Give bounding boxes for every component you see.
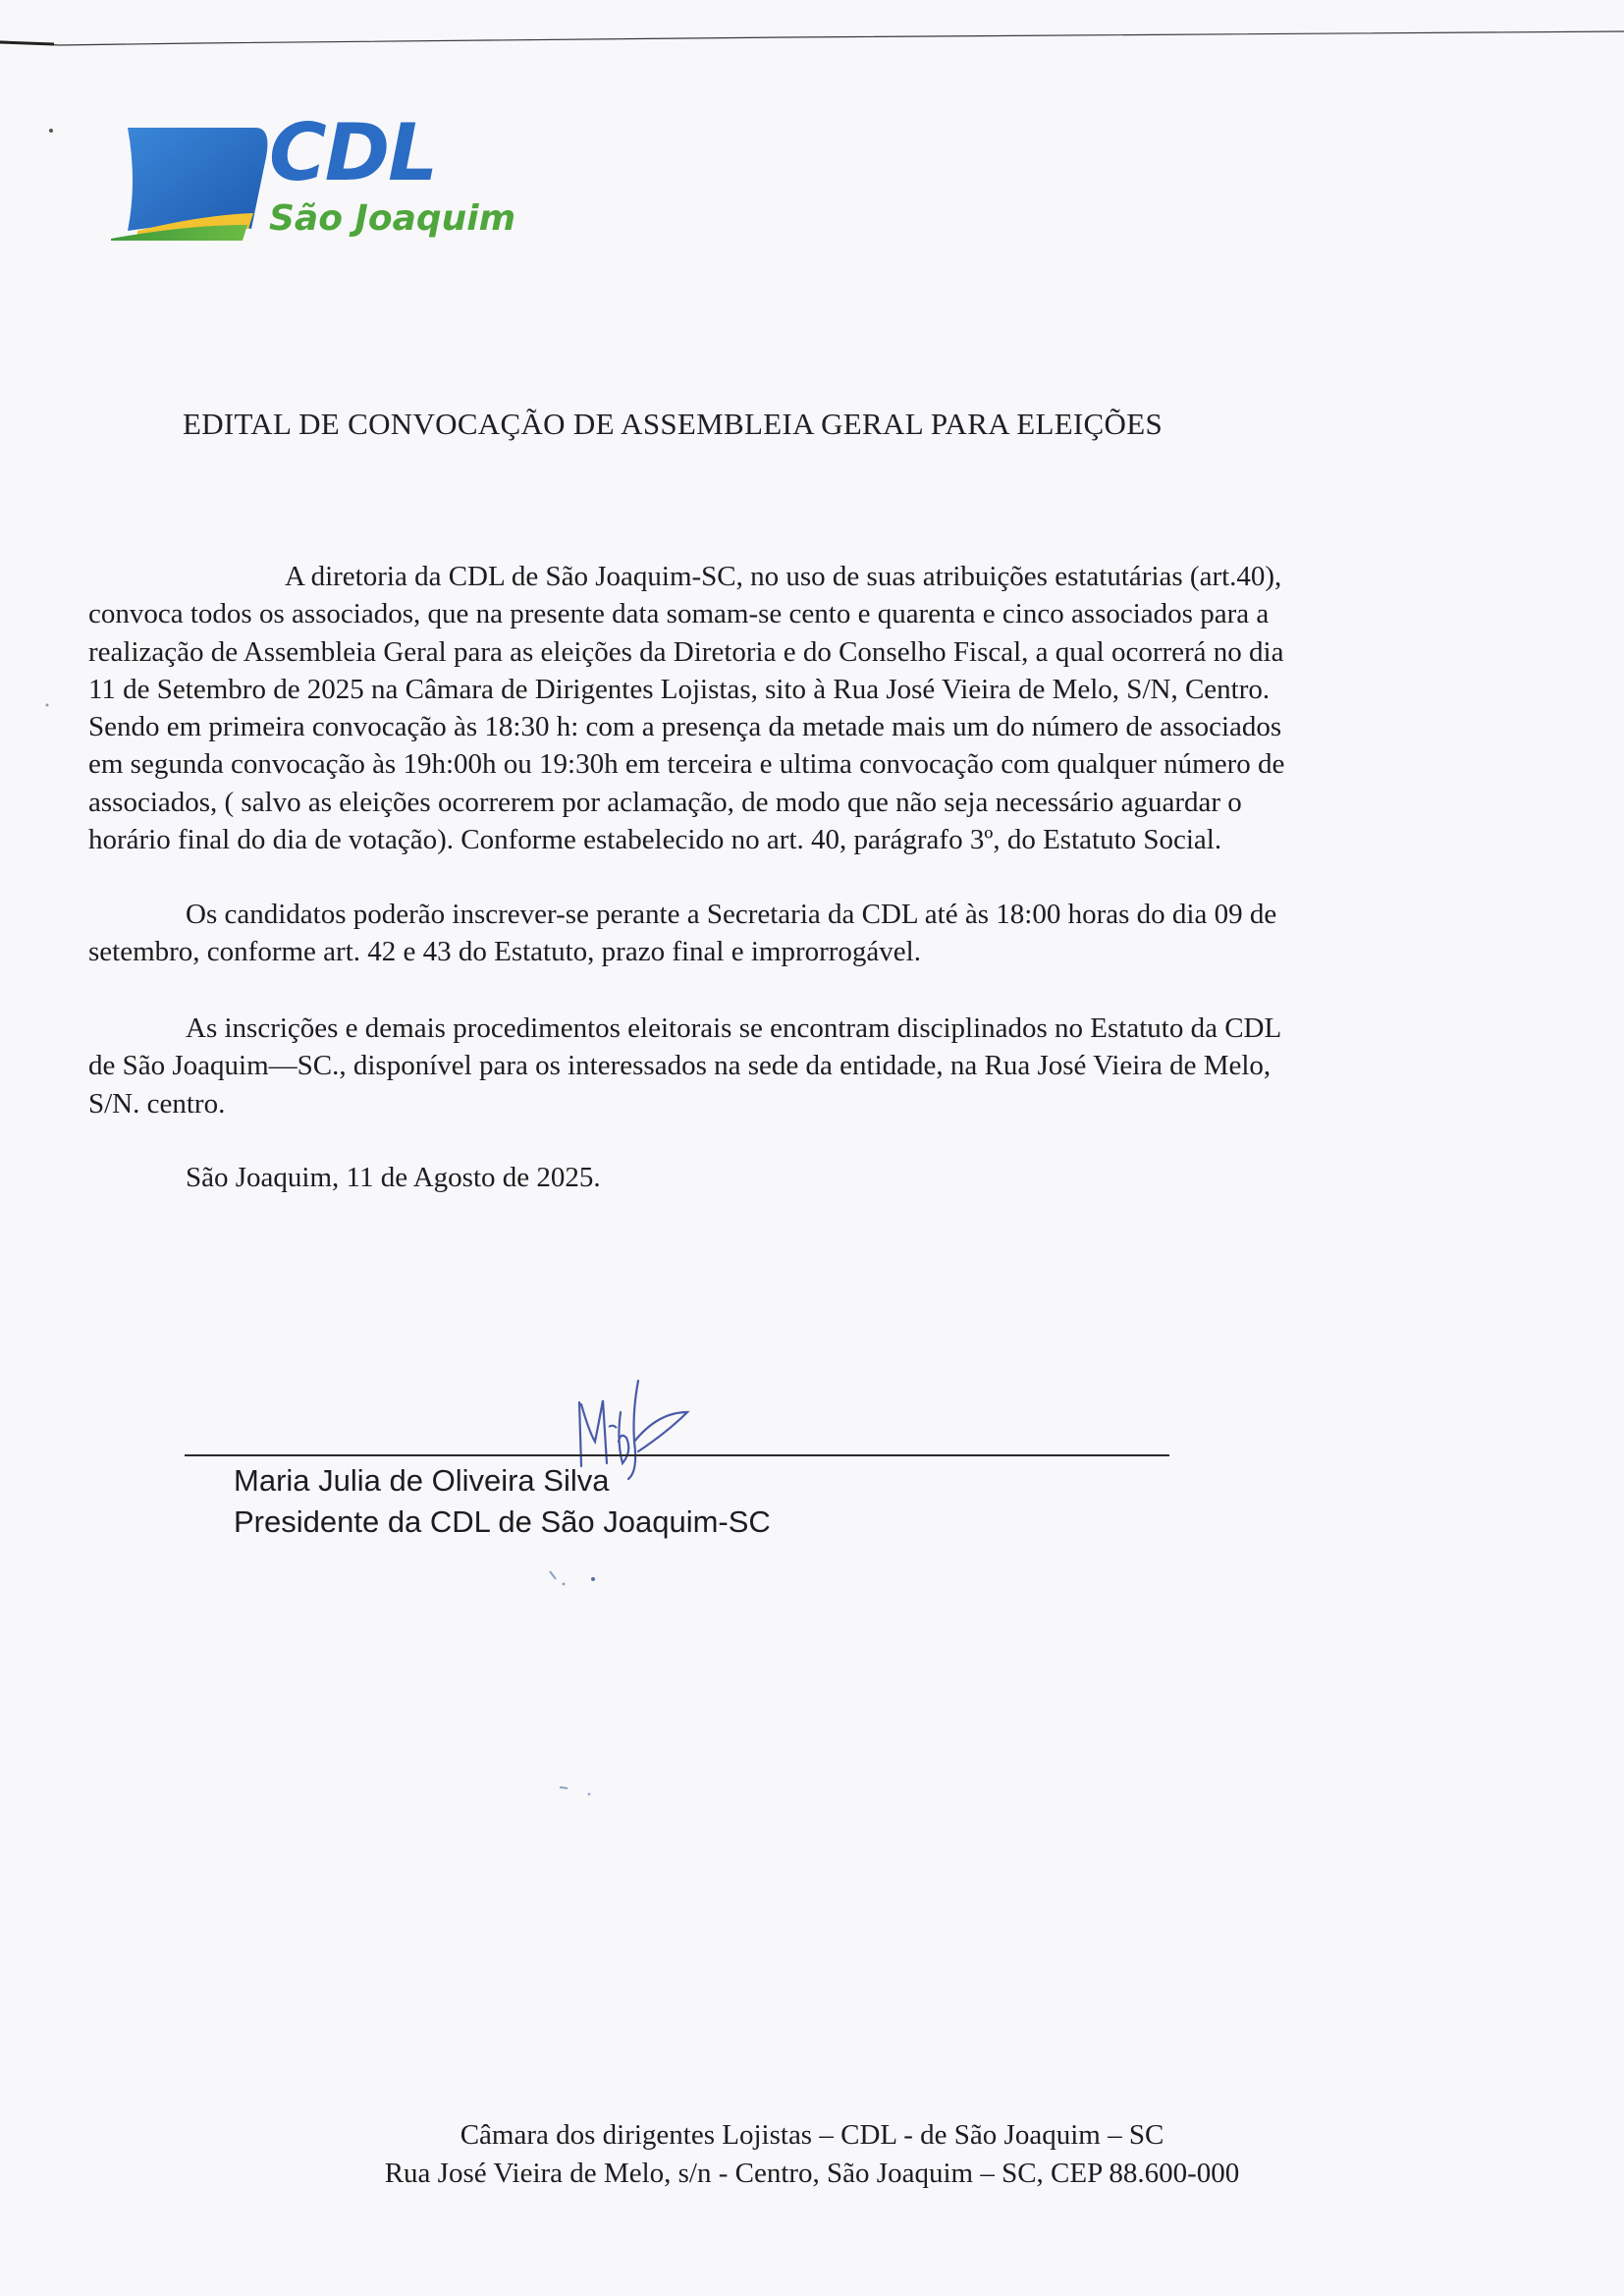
- footer-address: Rua José Vieira de Melo, s/n - Centro, São Joaquim – SC, CEP 88.600-000: [384, 2158, 1240, 2189]
- date-line: [88, 1159, 1502, 1196]
- paragraph-line: horário final do dia de votação). Conforme estabelecido no art. 40, parágrafo 3º, do Estatuto Social.: [88, 824, 1222, 856]
- paragraph-line: S/N. centro.: [88, 1087, 226, 1120]
- paragraph-line: setembro, conforme art. 42 e 43 do Estatuto, prazo final e improrrogável.: [88, 936, 921, 968]
- footer-organization: Câmara dos dirigentes Lojistas – CDL - de São Joaquim – SC: [460, 2119, 1164, 2151]
- logo-title: CDL: [269, 107, 437, 198]
- logo-subtitle: São Joaquim: [269, 198, 516, 239]
- document-title: EDITAL DE CONVOCAÇÃO DE ASSEMBLEIA GERAL PARA ELEIÇÕES: [183, 407, 1163, 441]
- paragraph-line: 11 de Setembro de 2025 na Câmara de Dirigentes Lojistas, sito à Rua José Vieira de Melo, S/N, Centro.: [88, 673, 1271, 705]
- paragraph-registrations: [88, 1010, 1502, 1122]
- date-text: São Joaquim, 11 de Agosto de 2025.: [186, 1162, 601, 1193]
- paragraph-line: convoca todos os associados, que na presente data somam-se cento e quarenta e cinco associados para a: [88, 598, 1270, 630]
- paragraph-line: em segunda convocação às 19h:00h ou 19:30h em terceira e ultima convocação com qualquer número de: [88, 748, 1285, 781]
- paragraph-line: Sendo em primeira convocação às 18:30 h: com a presença da metade mais um do número de associados: [88, 711, 1282, 743]
- paragraph-line: de São Joaquim—SC., disponível para os interessados na sede da entidade, na Rua José Vieira de Melo,: [88, 1050, 1272, 1082]
- paragraph-line: As inscrições e demais procedimentos eleitorais se encontram disciplinados no Estatuto da CDL: [186, 1012, 1282, 1044]
- paragraph-convocation: [88, 558, 1502, 858]
- paragraph-line: realização de Assembleia Geral para as eleições da Diretoria e do Conselho Fiscal, a qual ocorrerá no dia: [88, 635, 1284, 668]
- signature-line: [185, 1454, 1169, 1456]
- scan-edge-line: [0, 29, 1624, 49]
- paragraph-line: associados, ( salvo as eleições ocorrerem por aclamação, de modo que não seja necessário aguardar o: [88, 786, 1242, 818]
- paragraph-line: A diretoria da CDL de São Joaquim-SC, no uso de suas atribuições estatutárias (art.40),: [285, 561, 1282, 592]
- paragraph-line: Os candidatos poderão inscrever-se perante a Secretaria da CDL até às 18:00 horas do dia 09 de: [186, 899, 1277, 930]
- signer-name: Maria Julia de Oliveira Silva: [234, 1463, 610, 1498]
- paragraph-candidates: [88, 896, 1502, 971]
- signer-role: Presidente da CDL de São Joaquim-SC: [234, 1504, 771, 1539]
